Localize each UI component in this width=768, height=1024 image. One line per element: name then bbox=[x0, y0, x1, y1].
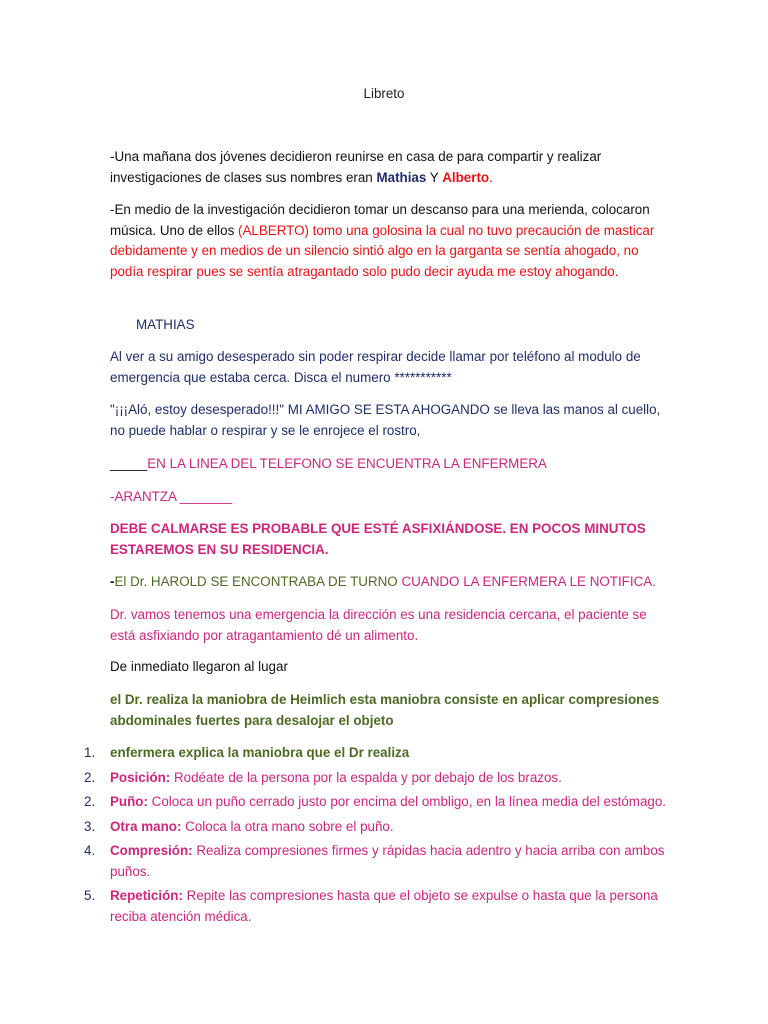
step-label: Compresión: bbox=[110, 843, 193, 858]
step-label: enfermera explica la maniobra que el Dr realiza bbox=[110, 745, 410, 760]
list-item bbox=[84, 743, 670, 764]
name-alberto: Alberto bbox=[442, 169, 490, 185]
speaker-mathias: MATHIAS bbox=[136, 317, 195, 332]
doctor-magenta-text: CUANDO LA ENFERMERA LE NOTIFICA. bbox=[397, 574, 656, 589]
doctor-dash: - bbox=[110, 574, 115, 589]
step-text: Realiza compresiones firmes y rápidas hacia adentro y hacia arriba con ambos puños. bbox=[110, 843, 665, 879]
choking-text: -En medio de la investigación decidieron tomar un descanso para una merienda, colocaron música. Uno de ellos bbox=[110, 202, 650, 238]
line-text: EN LA LINEA DEL TELEFONO SE ENCUENTRA LA ENFERMERA bbox=[147, 456, 547, 471]
step-text: Rodéate de la persona por la espalda y por debajo de los brazos. bbox=[170, 769, 562, 785]
steps-list bbox=[84, 743, 670, 931]
list-number: 4. bbox=[84, 843, 96, 858]
name-mathias: Mathias bbox=[376, 169, 427, 185]
speaker-arantza: -ARANTZA _______ bbox=[110, 489, 233, 504]
list-number: 2. bbox=[84, 794, 96, 809]
paragraph-doctor bbox=[110, 572, 670, 593]
step-text: Coloca la otra mano sobre el puño. bbox=[181, 818, 394, 834]
list-number: 3. bbox=[84, 818, 96, 834]
choking-red-text: (ALBERTO) tomo una golosina la cual no tuvo precaución de masticar debidamente y en medios de un silencio sintió algo en la garganta se sentía ahogado, no podía respirar pues se sentía atragantado solo pudo decir ayuda me estoy ahogando. bbox=[110, 222, 655, 279]
paragraph-heimlich: el Dr. realiza la maniobra de Heimlich esta maniobra consiste en aplicar compresiones abdominales fuertes para desalojar el objeto bbox=[110, 692, 660, 728]
step-text: Repite las compresiones hasta que el objeto se expulse o hasta que la persona reciba atención médica. bbox=[110, 888, 658, 924]
list-item bbox=[84, 768, 670, 789]
list-number: 1. bbox=[84, 745, 96, 760]
paragraph-choking bbox=[110, 200, 670, 282]
document-title: Libreto bbox=[363, 86, 405, 101]
list-item bbox=[84, 841, 670, 882]
paragraph-line bbox=[110, 454, 670, 475]
line-prefix: _____ bbox=[110, 456, 148, 471]
list-number: 5. bbox=[84, 888, 96, 903]
paragraph-intro bbox=[110, 147, 670, 188]
step-label: Otra mano: bbox=[110, 818, 182, 834]
step-text: Coloca un puño cerrado justo por encima del ombligo, en la línea media del estómago. bbox=[147, 794, 667, 809]
intro-text: -Una mañana dos jóvenes decidieron reunirse en casa de para compartir y realizar investigaciones de clases sus nombres eran bbox=[110, 149, 602, 185]
doctor-olive-text: El Dr. HAROLD SE ENCONTRABA DE TURNO bbox=[114, 574, 398, 589]
intro-end: . bbox=[489, 169, 493, 185]
paragraph-emergency: Dr. vamos tenemos una emergencia la dirección es una residencia cercana, el paciente se está asfixiando por atragantamiento dé un alimento. bbox=[110, 607, 647, 643]
intro-conj: Y bbox=[426, 169, 443, 185]
list-item bbox=[84, 792, 670, 813]
step-label: Repetición: bbox=[110, 888, 183, 903]
paragraph-arrival: De inmediato llegaron al lugar bbox=[110, 659, 288, 674]
paragraph-nurse-response: DEBE CALMARSE ES PROBABLE QUE ESTÉ ASFIXIÁNDOSE. EN POCOS MINUTOS ESTAREMOS EN SU RESIDENCIA. bbox=[110, 521, 646, 557]
list-item bbox=[84, 817, 670, 838]
step-label: Posición: bbox=[110, 769, 171, 785]
list-item bbox=[84, 886, 670, 927]
step-label: Puño: bbox=[110, 794, 148, 809]
paragraph-call: Al ver a su amigo desesperado sin poder respirar decide llamar por teléfono al modulo de emergencia que estaba cerca. Disca el numero *********** bbox=[110, 349, 641, 385]
paragraph-dialogue: "¡¡¡Aló, estoy desesperado!!!" MI AMIGO SE ESTA AHOGANDO se lleva las manos al cuello, no puede hablar o respirar y se le enrojece el rostro, bbox=[110, 402, 661, 438]
list-number: 2. bbox=[84, 769, 96, 785]
